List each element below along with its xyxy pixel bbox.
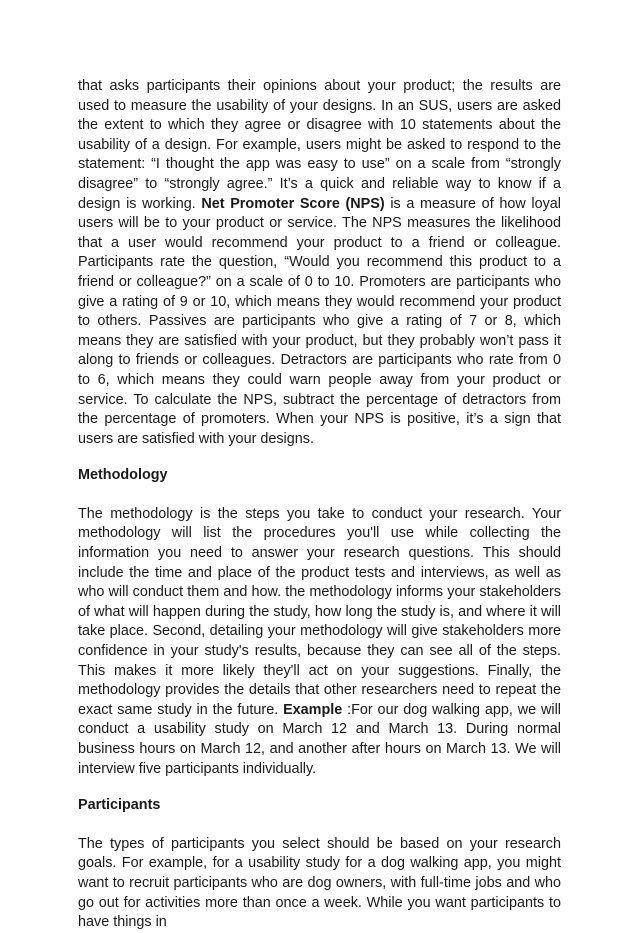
example-label: Example bbox=[283, 701, 343, 718]
sus-text: that asks participants their opinions about your product; the results are used to measure the usability of your designs. In an SUS, users are asked the extent to which they agree or disagree with 10 statements about the usability of a design. For example, users might be asked to respond to the statement: “I thought the app was easy to use” on a scale from “strongly disagree” to “strongly agree.” It’s a quick and reliable way to know if a design is working. bbox=[78, 78, 561, 212]
methodology-text: The methodology is the steps you take to conduct your research. Your methodology will list the procedures you'll use while collecting the information you need to answer your research questions. This should include the time and place of the product tests and interviews, as well as who will conduct them and how. the methodology informs your stakeholders of what will happen during the study, how long the study is, and where it will take place. Second, detailing your methodology will give stakeholders more confidence in your study's results, because they can see all of the steps. This makes it more likely they'll act on your suggestions. Finally, the methodology provides the details that other researchers need to repeat the exact same study in the future. bbox=[78, 505, 561, 718]
nps-text: is a measure of how loyal users will be to your product or service. The NPS measures the likelihood that a user would recommend your product to a friend or colleague. Participants rate the question, “Would you recommend this product to a friend or colleague?” on a scale of 0 to 10. Promoters are participants who give a rating of 9 or 10, which means they would recommend your product to others. Passives are participants who give a rating of 7 or 8, which means they are satisfied with your product, but they probably won’t pass it along to friends or colleagues. Detractors are participants who rate from 0 to 6, which means they could warn people away from your product or service. To calculate the NPS, subtract the percentage of detractors from the percentage of promoters. When your NPS is positive, it’s a sign that users are satisfied with your designs. bbox=[78, 195, 561, 447]
sus-nps-paragraph bbox=[78, 77, 561, 449]
methodology-heading: Methodology bbox=[78, 467, 168, 484]
nps-term: Net Promoter Score (NPS) bbox=[201, 195, 385, 212]
example-text: :For our dog walking app, we will conduct a usability study on March 12 and March 13. During normal business hours on March 12, and another after hours on March 13. We will interview five participants individually. bbox=[78, 701, 561, 777]
participants-heading: Participants bbox=[78, 797, 161, 814]
participants-paragraph: The types of participants you select should be based on your research goals. For example, for a usability study for a dog walking app, you might want to recruit participants who are dog owners, with full-time jobs and who go out for activities more than once a week. While you want participants to have things in bbox=[78, 835, 561, 931]
methodology-paragraph bbox=[78, 505, 561, 779]
document-page bbox=[78, 77, 561, 933]
